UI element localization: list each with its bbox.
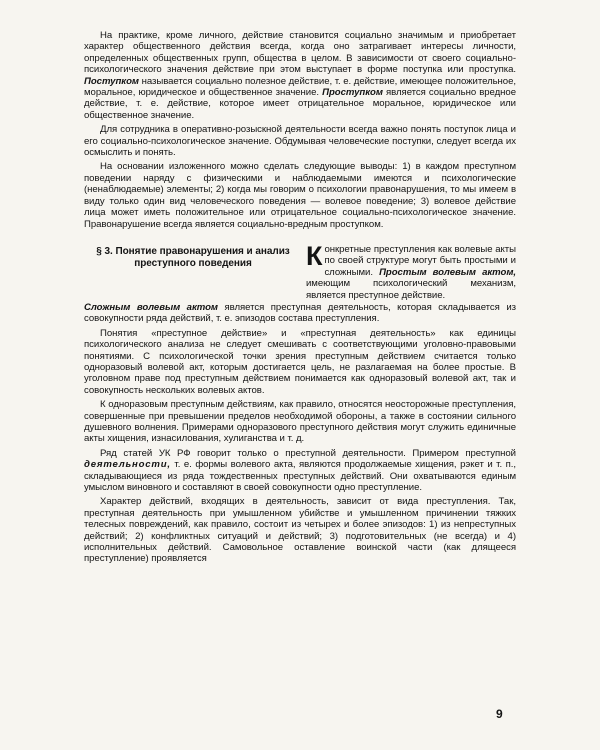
side-text-1: онкретные преступления как волевые акты по своей структуре могут быть простыми и сложными. (324, 243, 516, 278)
term-complex-volitional-act: Сложным волевым актом (84, 301, 218, 313)
paragraph-1-text-3: является социально вредное действие, т. е. действие, которое имеет отрицательное моральное, юридическое или общественное значение. (84, 87, 517, 121)
section-heading-block (84, 240, 516, 302)
paragraph-1-text-2: называется социально полезное действие, т. е. действие, имеющее положительное, моральное, юридическое и общественное значение. (84, 75, 516, 99)
paragraph-1 (84, 30, 516, 121)
paragraph-7-text-2: т. е. формы волевого акта, являются продолжаемые хищения, рэкет и т. п., складывающиеся из ряда тождественных преступных действий. Они охватываются единым умыслом виновного и составляют в своей совокупности одно преступление. (84, 459, 516, 493)
term-postupok: Поступком (84, 75, 139, 87)
paragraph-5: Понятия «преступное действие» и «преступная деятельность» как единицы психологического анализа не следует смешивать с соответствующими уголовно-правовыми понятиями. С психологической точки зрения преступным действием считается только одноразовый волевой акт, которым достигается цель, не разлагаемая на более простые. В уголовном праве под преступным действием понимается как одноразовый волевой акт, так и совокупность нескольких волевых актов. (84, 327, 516, 396)
section-title: Понятие правонарушения и анализ преступного поведения (115, 245, 290, 269)
paragraph-2: Для сотрудника в оперативно-розыскной деятельности всегда важно понять поступок лица и его социально-психологическое значение. Обдумывая человеческие поступки, следует всегда их осмыслить и понять. (84, 124, 516, 159)
paragraph-6: К одноразовым преступным действиям, как правило, относятся неосторожные преступления, совершенные при превышении пределов необходимой обороны, а также в состоянии сильного душевного волнения. Примерами одноразового преступного действия могут служить единичные акты хищения, изнасилования, хулиганства и т. д. (84, 399, 516, 445)
paragraph-4-text: является преступная деятельность, которая складывается из совокупности ряда действий, т. е. эпизодов состава преступления. (84, 301, 516, 325)
term-deyatelnost: деятельности, (84, 459, 171, 471)
section-number: § 3. (96, 245, 113, 257)
side-text-2: имеющим психологический механизм, является преступное действие. (306, 278, 516, 301)
paragraph-3: На основании изложенного можно сделать следующие выводы: 1) в каждом преступном поведении наряду с физическими и наблюдаемыми имеются и психологические (ненаблюдаемые) элементы; 2) когда мы говорим о психологии правонарушения, то мы имеем в виду только один вид человеческого поведения — волевое поведение; 3) волевое действие лица может иметь положительное или отрицательное социально-психологическое значение. Правонарушение всегда является социально-вредным проступком. (84, 161, 516, 230)
side-column-text (306, 240, 516, 301)
paragraph-4 (84, 302, 516, 325)
paragraph-7-text: Ряд статей УК РФ говорит только о преступной деятельности. Примером преступной (100, 447, 516, 459)
term-prostupok: Проступком (322, 87, 383, 99)
section-heading (84, 246, 302, 270)
page-number: 9 (496, 707, 503, 721)
paragraph-1-text: На практике, кроме личного, действие становится социально значимым и приобретает характер общественного действия всегда, когда оно затрагивает интересы личности, определенных общественных групп, общества в целом. В зависимости от своего социально-психологического значения действие при этом выступает в форме поступка или проступка. (84, 30, 516, 76)
body-text (84, 30, 516, 565)
paragraph-8: Характер действий, входящих в деятельность, зависит от вида преступления. Так, преступная деятельность при умышленном убийстве и умышленном причинении тяжких телесных повреждений, как правило, состоит из четырех и более эпизодов: 1) из непреступных действий; 2) конфликтных ситуаций и действий; 3) подготовительных (не всегда) и 4) исполнительных действий. Самовольное оставление воинской части (как длящееся преступление) проявляется (84, 496, 516, 565)
paragraph-7 (84, 448, 516, 494)
term-simple-volitional-act: Простым волевым актом, (379, 266, 516, 278)
drop-cap-letter: К (306, 240, 323, 271)
